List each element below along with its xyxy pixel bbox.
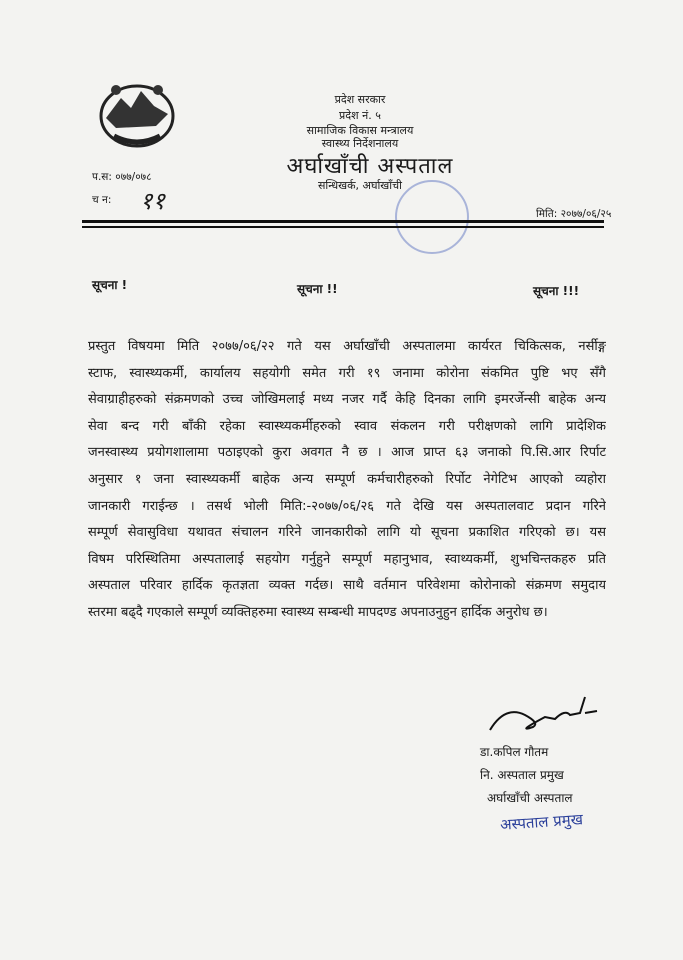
- hospital-address: सन्धिखर्क, अर्घाखाँची: [318, 179, 402, 192]
- body-line: जनस्वास्थ्य प्रयोगशालामा पठाइएको कुरा अवगत नै छ । आज प्राप्त ६३ जनाको पि.सि.आर रिर्पाट: [88, 445, 606, 461]
- body-line: अनुसार १ जना स्वास्थ्यकर्मी बाहेक अन्य सम्पूर्ण कर्मचारीहरुको रिर्पोट नेगेटिभ आएको व्यहोरा: [88, 471, 606, 487]
- body-line: प्रस्तुत विषयमा मिति २०७७/०६/२२ गते यस अर्घाखाँची अस्पतालमा कार्यरत चिकित्सक, नर्सीङ्ग: [88, 339, 606, 354]
- letter-date: मिति: २०७७/०६/२५: [536, 208, 612, 220]
- signatory-name: डा.कपिल गौतम: [480, 745, 549, 759]
- handwritten-signature: [485, 695, 605, 740]
- header-rule: [82, 220, 604, 223]
- body-line: विषम परिस्थितिमा अस्पतालाई सहयोग गर्नुहुने सम्पूर्ण महानुभाव, स्वाथ्यकर्मी, शुभचिन्तकहरु प्रति: [88, 551, 606, 567]
- fiscal-year: प.स: ०७७/०७८: [92, 171, 152, 183]
- notice-heading-3: सूचना !!!: [533, 284, 580, 298]
- province-line: प्रदेश नं. ५: [339, 109, 381, 122]
- body-line: सेवाग्राहीहरुको संक्रमणको उच्च जोखिमलाई मध्य नजर गर्दै केहि दिनका लागि इमरर्जेन्सी बाहेक अन्य: [88, 392, 606, 408]
- body-line: सम्पूर्ण सेवासुविधा यथावत संचालन गरिने जानकारीको लागि यो सूचना प्रकाशित गरिएको छ। यस: [88, 525, 606, 541]
- notice-body: [88, 334, 606, 627]
- body-line: स्तरमा बढ्दै गएकाले सम्पूर्ण व्यक्तिहरुमा स्वास्थ्य सम्बन्धी मापदण्ड अपनाउनुहुन हार्दिक अनुरोध छ।: [88, 604, 548, 620]
- body-line: सेवा बन्द गरी बाँकी रहेका स्वास्थ्यकर्मीहरुको स्वाव संकलन गरी परीक्षणको लागि प्रादेशिक: [88, 418, 606, 434]
- notice-heading-2: सूचना !!: [297, 282, 338, 296]
- signatory-title: नि. अस्पताल प्रमुख: [480, 768, 564, 782]
- ministry-line: सामाजिक विकास मन्त्रालय: [306, 124, 414, 137]
- nepal-government-emblem: [96, 76, 178, 150]
- dispatch-number: ११: [140, 187, 165, 215]
- header-rule-thin: [82, 226, 604, 228]
- signatory-office: अर्घाखाँची अस्पताल: [487, 791, 573, 805]
- directorate-line: स्वास्थ्य निर्देशनालय: [321, 137, 399, 150]
- designation-stamp: अस्पताल प्रमुख: [499, 810, 584, 834]
- notice-heading-1: सूचना !: [92, 278, 128, 292]
- government-line: प्रदेश सरकार: [334, 93, 386, 106]
- hospital-name: अर्घाखाँची अस्पताल: [286, 154, 454, 179]
- body-line: स्टाफ, स्वास्थ्यकर्मी, कार्यालय सहयोगी समेत गरी १९ जनामा कोरोना संकमित पुष्टि भए सँगै: [88, 365, 606, 381]
- body-line: अस्पताल परिवार हार्दिक कृतज्ञता व्यक्त गर्दछ। साथै वर्तमान परिवेशमा कोरोनाको संक्रमण समुदाय: [88, 578, 606, 594]
- dispatch-label: च न:: [92, 194, 112, 206]
- body-line: जानकारी गराईन्छ । तसर्थ भोली मिति:-२०७७/०६/२६ गते देखि यस अस्पतालवाट प्रदान गरिने: [88, 498, 606, 514]
- office-seal: [395, 180, 469, 254]
